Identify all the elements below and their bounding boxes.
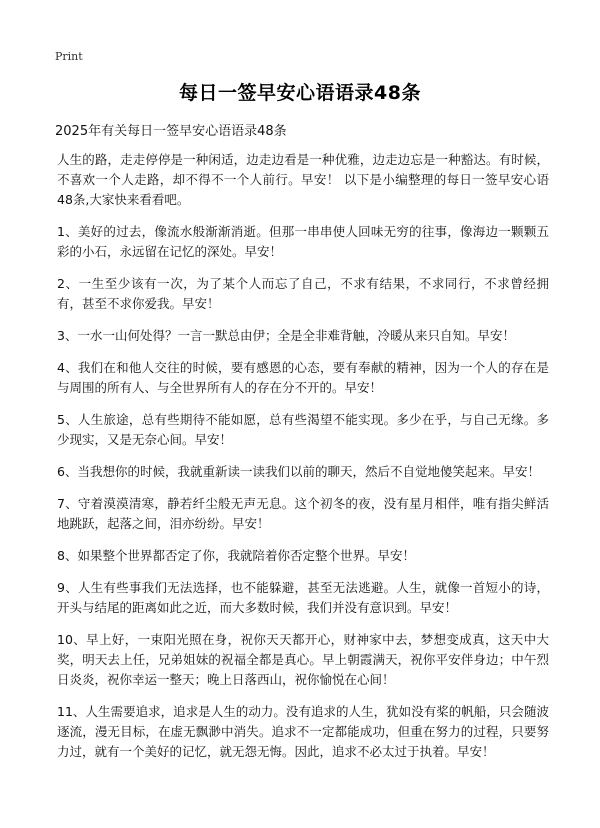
quote-paragraph-11: 11、人生需要追求，追求是人生的动力。没有追求的人生，犹如没有桨的帆船，只会随波逐流，漫无目标，在虚无飘渺中消失。追求不一定都能成功，但重在努力的过程，只要努力过，就有一个美好的记忆，就无怨无悔。因此，追求不必太过于执着。早安！ [57,704,549,759]
quote-paragraph-9: 9、人生有些事我们无法选择，也不能躲避，甚至无法逃避。人生，就像一首短小的诗，开头与结尾的距离如此之近，而大多数时候，我们并没有意识到。早安！ [57,580,549,615]
article-body [57,150,549,774]
quote-paragraph-4: 4、我们在和他人交往的时候，要有感恩的心态，要有奉献的精神，因为一个人的存在是与周围的所有人、与全世界所有人的存在分不开的。早安！ [57,360,549,395]
quote-paragraph-7: 7、守着漠漠清寒，静若纤尘般无声无息。这个初冬的夜，没有星月相伴，唯有指尖鲜活地跳跃，起落之间，泪亦纷纷。早安！ [57,496,549,531]
intro-paragraph: 人生的路，走走停停是一种闲适，边走边看是一种优雅，边走边忘是一种豁达。有时候，不喜欢一个人走路，却不得不一个人前行。早安！ 以下是小编整理的每日一签早安心语48条,大家快来看看吧。 [57,152,549,207]
page-title: 每日一签早安心语语录48条 [179,82,421,104]
quote-paragraph-6: 6、当我想你的时候，我就重新读一读我们以前的聊天，然后不自觉地傻笑起来。早安！ [57,464,540,479]
quote-paragraph-10: 10、早上好，一束阳光照在身，祝你天天都开心，财神家中去，梦想变成真，这天中大奖，明天去上任，兄弟姐妹的祝福全都是真心。早上朝霞满天，祝你平安伴身边；中午烈日炎炎，祝你幸运一整天；晚上日落西山，祝你愉悦在心间！ [57,632,549,687]
quote-paragraph-8: 8、如果整个世界都否定了你，我就陪着你否定整个世界。早安！ [57,548,415,563]
page-subtitle: 2025年有关每日一签早安心语语录48条 [55,124,287,139]
quote-paragraph-1: 1、美好的过去，像流水般渐渐消逝。但那一串串使人回味无穷的往事，像海边一颗颗五彩的小石，永远留在记忆的深处。早安！ [57,224,549,259]
print-link[interactable]: Print [55,50,83,63]
quote-paragraph-5: 5、人生旅途，总有些期待不能如愿，总有些渴望不能实现。多少在乎，与自己无缘。多少现实，又是无奈心间。早安！ [57,412,549,447]
quote-paragraph-2: 2、一生至少该有一次，为了某个人而忘了自己，不求有结果，不求同行，不求曾经拥有，甚至不求你爱我。早安！ [57,276,549,311]
quote-paragraph-3: 3、一水一山何处得？一言一默总由伊；全是全非难背触，冷暖从来只自知。早安！ [57,328,515,343]
